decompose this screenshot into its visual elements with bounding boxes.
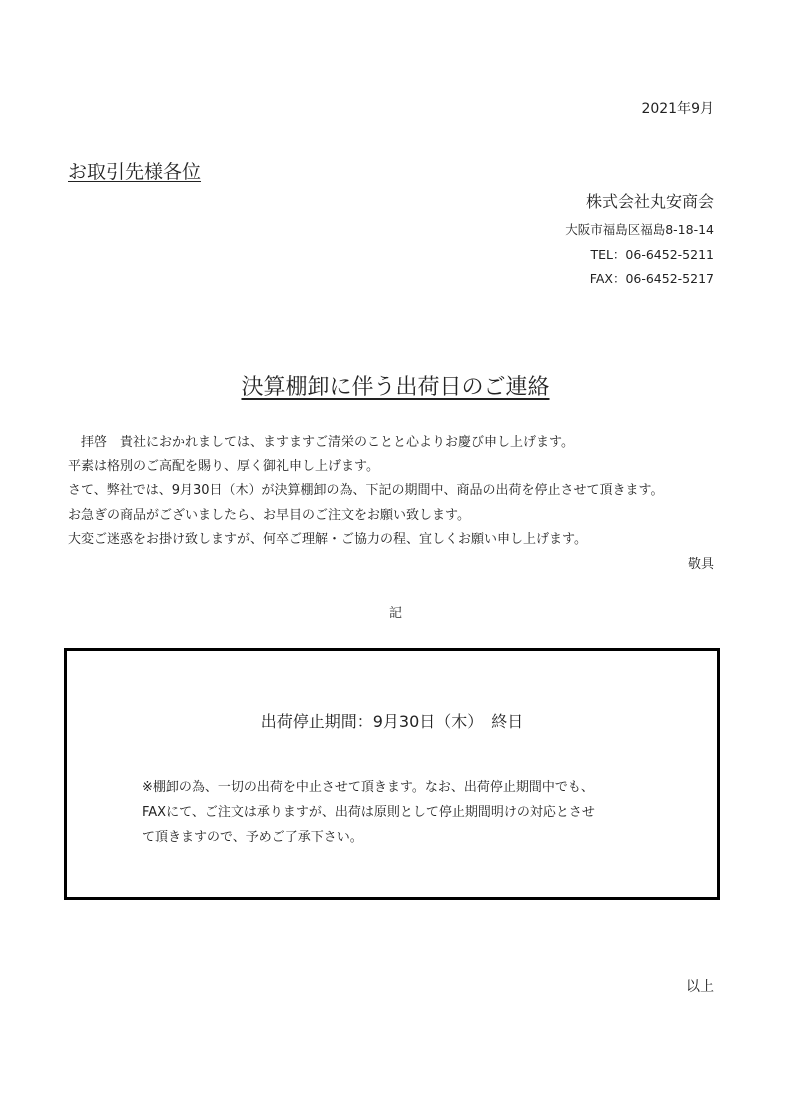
ki-marker: 記 xyxy=(388,606,402,621)
notice-box xyxy=(64,648,720,900)
body-line: 平素は格別のご高配を賜り、厚く御礼申し上げます。 xyxy=(68,459,379,475)
note-line: ※棚卸の為、一切の出荷を中止させて頂きます。なお、出荷停止期間中でも、 xyxy=(142,780,594,795)
body-line: お急ぎの商品がございましたら、お早目のご注文をお願い致します。 xyxy=(68,507,470,523)
recipient-heading: お取引先様各位 xyxy=(68,161,202,183)
sender-company: 株式会社丸安商会 xyxy=(585,192,714,211)
document-title: 決算棚卸に伴う出荷日のご連絡 xyxy=(241,375,550,400)
note-line: て頂きますので、予めご了承下さい。 xyxy=(142,830,363,845)
shipping-stop-period: 出荷停止期間：9月30日（木） 終日 xyxy=(260,712,524,731)
body-line: 大変ご迷惑をお掛け致しますが、何卒ご理解・ご協力の程、宜しくお願い申し上げます。 xyxy=(68,531,587,547)
sender-tel: TEL：06-6452-5211 xyxy=(590,247,714,262)
sender-fax: FAX：06-6452-5217 xyxy=(589,271,714,286)
closing-keigu: 敬具 xyxy=(687,557,714,572)
letter-body xyxy=(68,431,664,552)
sender-address: 大阪市福島区福島8-18-14 xyxy=(565,222,714,237)
closing-ijou: 以上 xyxy=(686,979,714,995)
document-date: 2021年9月 xyxy=(641,101,714,117)
body-line: さて、弊社では、9月30日（木）が決算棚卸の為、下記の期間中、商品の出荷を停止させて頂きます。 xyxy=(68,483,664,499)
note-line: FAXにて、ご注文は承りますが、出荷は原則として停止期間明けの対応とさせ xyxy=(142,805,595,820)
notice-note xyxy=(142,775,595,850)
body-line: 拝啓 貴社におかれましては、ますますご清栄のことと心よりお慶び申し上げます。 xyxy=(68,435,574,450)
